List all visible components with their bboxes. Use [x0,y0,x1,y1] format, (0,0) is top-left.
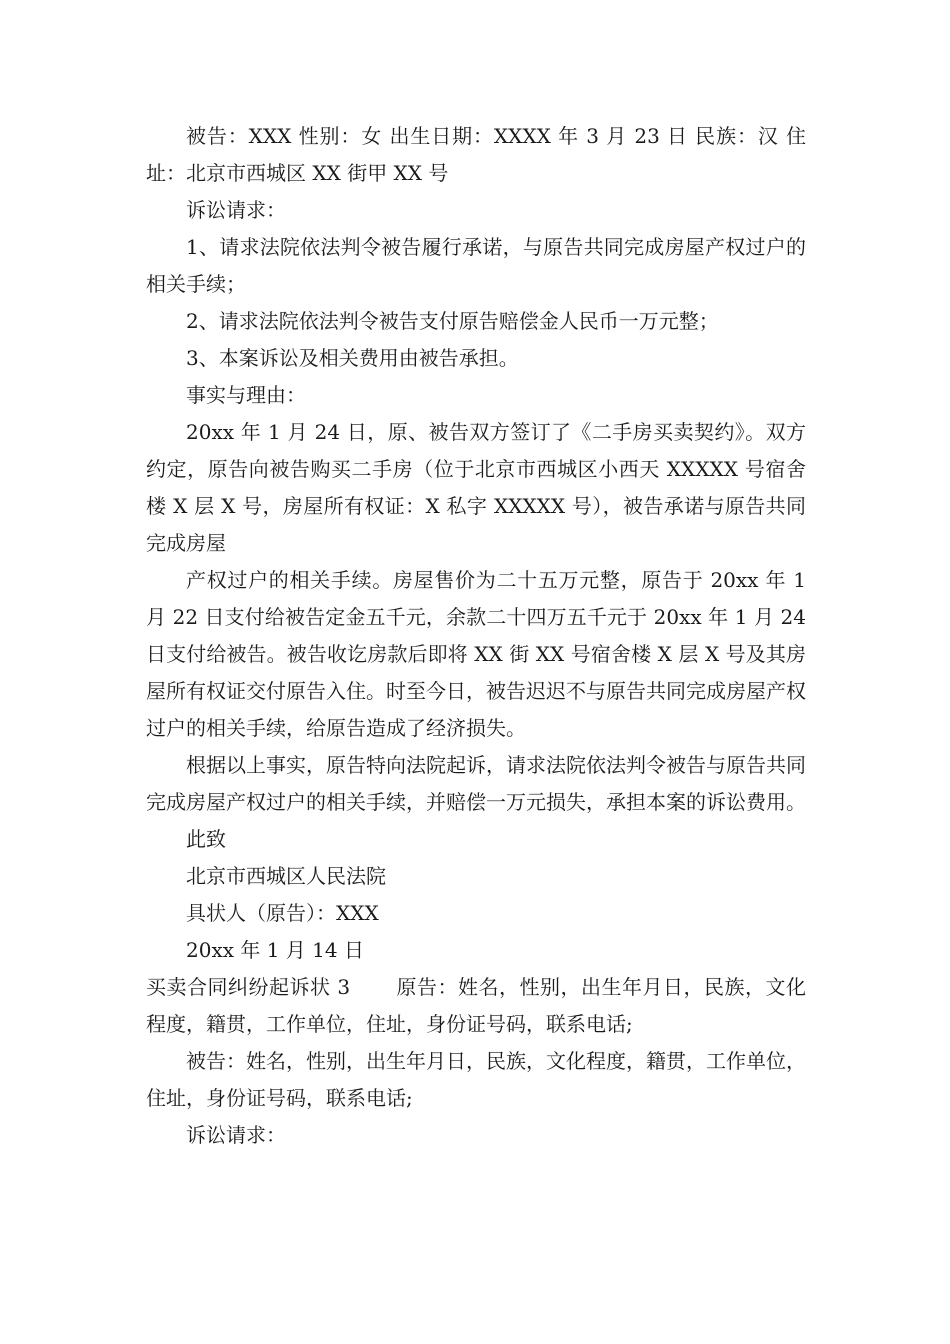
claim-item-1: 1、请求法院依法判令被告履行承诺，与原告共同完成房屋产权过户的相关手续； [146,235,806,296]
claim-item-2: 2、请求法院依法判令被告支付原告赔偿金人民币一万元整； [186,309,719,333]
defendant-template-paragraph: 被告：姓名，性别，出生年月日，民族，文化程度，籍贯，工作单位，住址，身份证号码，联系电话; [146,1049,806,1110]
next-document-title: 买卖合同纠纷起诉状 3 [146,975,351,999]
document-date: 20xx 年 1 月 14 日 [186,938,364,962]
next-document-paragraph [146,969,806,1043]
claims-heading: 诉讼请求： [186,198,286,222]
facts-paragraph-1: 20xx 年 1 月 24 日，原、被告双方签订了《二手房买卖契约》。双方约定，原告向被告购买二手房（位于北京市西城区小西天 XXXXX 号宿舍楼 X 层 X 号，房屋所有权证：X 私字 XXXXX 号），被告承诺与原告共同完成房屋 [146,420,806,555]
court-name: 北京市西城区人民法院 [186,864,386,888]
document-body [146,118,806,1154]
plaintiff-signature: 具状人（原告）：XXX [186,901,379,925]
claims-heading-2: 诉讼请求： [186,1123,286,1147]
plaintiff-template-line: 原告：姓名，性别，出生年月日，民族，文化程度，籍贯，工作单位，住址，身份证号码，联系电话; [146,975,806,1036]
defendant-info-paragraph: 被告：XXX 性别：女 出生日期：XXXX 年 3 月 23 日 民族：汉 住址：北京市西城区 XX 街甲 XX 号 [146,124,806,185]
claim-item-3: 3、本案诉讼及相关费用由被告承担。 [186,346,519,370]
facts-paragraph-2: 产权过户的相关手续。房屋售价为二十五万元整，原告于 20xx 年 1 月 22 日支付给被告定金五千元，余款二十四万五千元于 20xx 年 1 月 24 日支付给被告。被告收讫房款后即将 XX 街 XX 号宿舍楼 X 层 X 号及其房屋所有权证交付原告入住。时至今日，被告迟迟不与原告共同完成房屋产权过户的相关手续，给原告造成了经济损失。 [146,568,806,740]
salutation: 此致 [186,827,226,851]
facts-heading: 事实与理由： [186,383,306,407]
conclusion-paragraph: 根据以上事实，原告特向法院起诉，请求法院依法判令被告与原告共同完成房屋产权过户的相关手续，并赔偿一万元损失，承担本案的诉讼费用。 [146,753,806,814]
